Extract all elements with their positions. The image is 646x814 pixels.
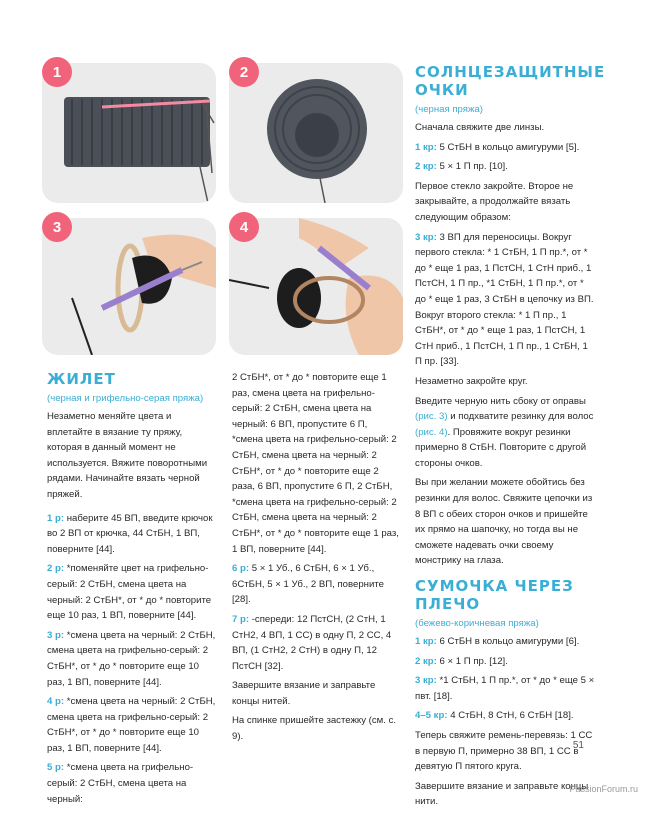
photo-4 — [229, 218, 403, 355]
photo-number-badge: 4 — [229, 212, 259, 242]
glasses-round-3: 3 кр: 3 ВП для переносицы. Вокруг первого стекла: * 1 СтБН, 1 П пр.*, от * до * еще 1 раз, 1 ПстСН, 1 СтН приб., 1 ПстСН, 1 П пр., *1 СтБН, 1 П пр.*, от * до * еще 1 раз, 3 СтБН в цепочку из ВП. Вокруг второго стекла: * 1 П пр., 1 СтБН*, от * до * еще 1 раз, 1 ПстСН, 1 СтН приб., 1 ПстСН, 1 П пр., 1 СтБН, 1 П пр. [33]. — [415, 231, 594, 368]
figure-3-link: (рис. 3) — [415, 411, 448, 423]
figure-4-link: (рис. 4) — [415, 426, 448, 438]
vest-row-7: 7 р: -спереди: 12 ПстСН, (2 СтН, 1 СтН2, 4 ВП, 1 СС) в одну П, 2 СС, 4 ВП, (1 СтН2, 2 СтН) в одну П, 12 ПстСН [32]. — [232, 613, 392, 672]
vest-row-6: 6 р: 5 × 1 Уб., 6 СтБН, 6 × 1 Уб., 6СтБН, 5 × 1 Уб., 2 ВП, поверните [28]. — [232, 563, 384, 606]
knitted-lens-illustration — [229, 63, 403, 203]
photo-number-badge: 1 — [42, 57, 72, 87]
knitted-strip-illustration — [42, 63, 216, 203]
bag-strap: Теперь свяжите ремень-перевязь: 1 СС в первую П, примерно 38 ВП, 1 СС в девятую П пятого круга. — [415, 730, 593, 773]
vest-row-5: 5 р: *смена цвета на грифельно-серый: 2 СтБН, смена цвета на черный: — [47, 762, 194, 805]
glasses-close: Незаметно закройте круг. — [415, 375, 528, 387]
bag-round-2: 2 кр: 6 × 1 П пр. [12]. — [415, 655, 508, 667]
vest-title: ЖИЛЕТ — [47, 370, 116, 388]
crochet-ring-illustration — [42, 218, 216, 355]
vest-clasp: На спинке пришейте застежку (см. с. 9). — [232, 715, 397, 743]
vest-row-5-continued: 2 СтБН*, от * до * повторите еще 1 раз, смена цвета на грифельно-серый: 2 СтБН, смена цвета на черный: 6 ВП, пропустите 6 П, *смена цвета на грифельно-серый: 2 СтБН, смена цвета на черный: 2 СтБН*, от * до * повторите еще 2 раза, 6 ВП, пропустите 6 П, 2 СтБН, *смена цвета на грифельно-серый: 2 СтБН, смена цвета на черный: 2 СтБН*, от * до * повторите еще 1 раз, 1 ВП, поверните [44]. — [232, 372, 399, 555]
bag-subtitle: (бежево-коричневая пряжа) — [415, 618, 539, 630]
photo-1 — [42, 63, 216, 203]
bag-round-4-5: 4–5 кр: 4 СтБН, 8 СтН, 6 СтБН [18]. — [415, 710, 574, 722]
bag-round-3: 3 кр: *1 СтБН, 1 П пр.*, от * до * еще 5 × пвт. [18]. — [415, 675, 595, 702]
vest-row-1: 1 р: наберите 45 ВП, введите крючок во 2 ВП от крючка, 44 СтБН, 1 ВП, поверните [44]. — [47, 512, 213, 555]
vest-section — [47, 370, 217, 811]
vest-subtitle: (черная и грифельно-серая пряжа) — [47, 393, 204, 404]
vest-row-3: 3 р: *смена цвета на черный: 2 СтБН, смена цвета на грифельно-серый: 2 СтБН*, от * до * повторите еще 10 раз, 1 ВП, поверните [44]. — [47, 629, 216, 688]
photo-number-badge: 2 — [229, 57, 259, 87]
vest-row-4: 4 р: *смена цвета на черный: 2 СтБН, смена цвета на грифельно-серый: 2 СтБН*, от * до * повторите еще 10 раз, 1 ВП, поверните [44]. — [47, 696, 216, 754]
glasses-mid: Первое стекло закройте. Второе не закрывайте, а продолжайте вязать следующим образом: — [415, 180, 574, 223]
glasses-round-2: 2 кр: 5 × 1 П пр. [10]. — [415, 161, 508, 173]
photo-2 — [229, 63, 403, 203]
glasses-title: СОЛНЦЕЗАЩИТНЫЕ ОЧКИ — [415, 63, 606, 99]
photo-3 — [42, 218, 216, 355]
glasses-round-1: 1 кр: 5 СтБН в кольцо амигуруми [5]. — [415, 141, 580, 153]
photo-number-badge: 3 — [42, 212, 72, 242]
glasses-band: Введите черную нить сбоку от оправы (рис. 3) и подхватите резинку для волос (рис. 4). Провяжите вокруг резинки примерно 8 СтБН. Повторите с другой стороны очков. — [415, 395, 594, 469]
vest-row-2: 2 р: *поменяйте цвет на грифельно-серый: 2 СтБН, смена цвета на черный: 2 СтБН*, от * до * повторите еще 10 раз, 1 ВП, поверните [44]. — [47, 563, 212, 622]
vest-intro: Незаметно меняйте цвета и вплетайте в вязание ту пряжу, которая в данный момент не используется. Вяжите поворотными рядами. Начинайте вязать черной пряжей. — [47, 411, 208, 500]
vest-finish: Завершите вязание и заправьте концы нитей. — [232, 680, 376, 707]
crochet-hairtie-illustration — [229, 218, 403, 355]
bag-round-1: 1 кр: 6 СтБН в кольцо амигуруми [6]. — [415, 636, 580, 648]
glasses-alternative: Вы при желании можете обойтись без резинки для волос. Свяжите цепочки из 8 ВП с обеих сторон очков и пришейте их прямо на шапочку, но тогда вы не сможете надевать очки своему монстрику на глаза. — [415, 477, 593, 567]
vest-continued-section — [232, 370, 400, 749]
glasses-intro: Сначала свяжите две линзы. — [415, 122, 545, 133]
glasses-subtitle: (черная пряжа) — [415, 104, 483, 115]
watermark: PassionForum.ru — [569, 784, 638, 794]
bag-title: СУМОЧКА ЧЕРЕЗ ПЛЕЧО — [415, 577, 574, 614]
bag-finish: Завершите вязание и заправьте концы нити. — [415, 780, 589, 808]
page-number: 51 — [572, 740, 584, 751]
